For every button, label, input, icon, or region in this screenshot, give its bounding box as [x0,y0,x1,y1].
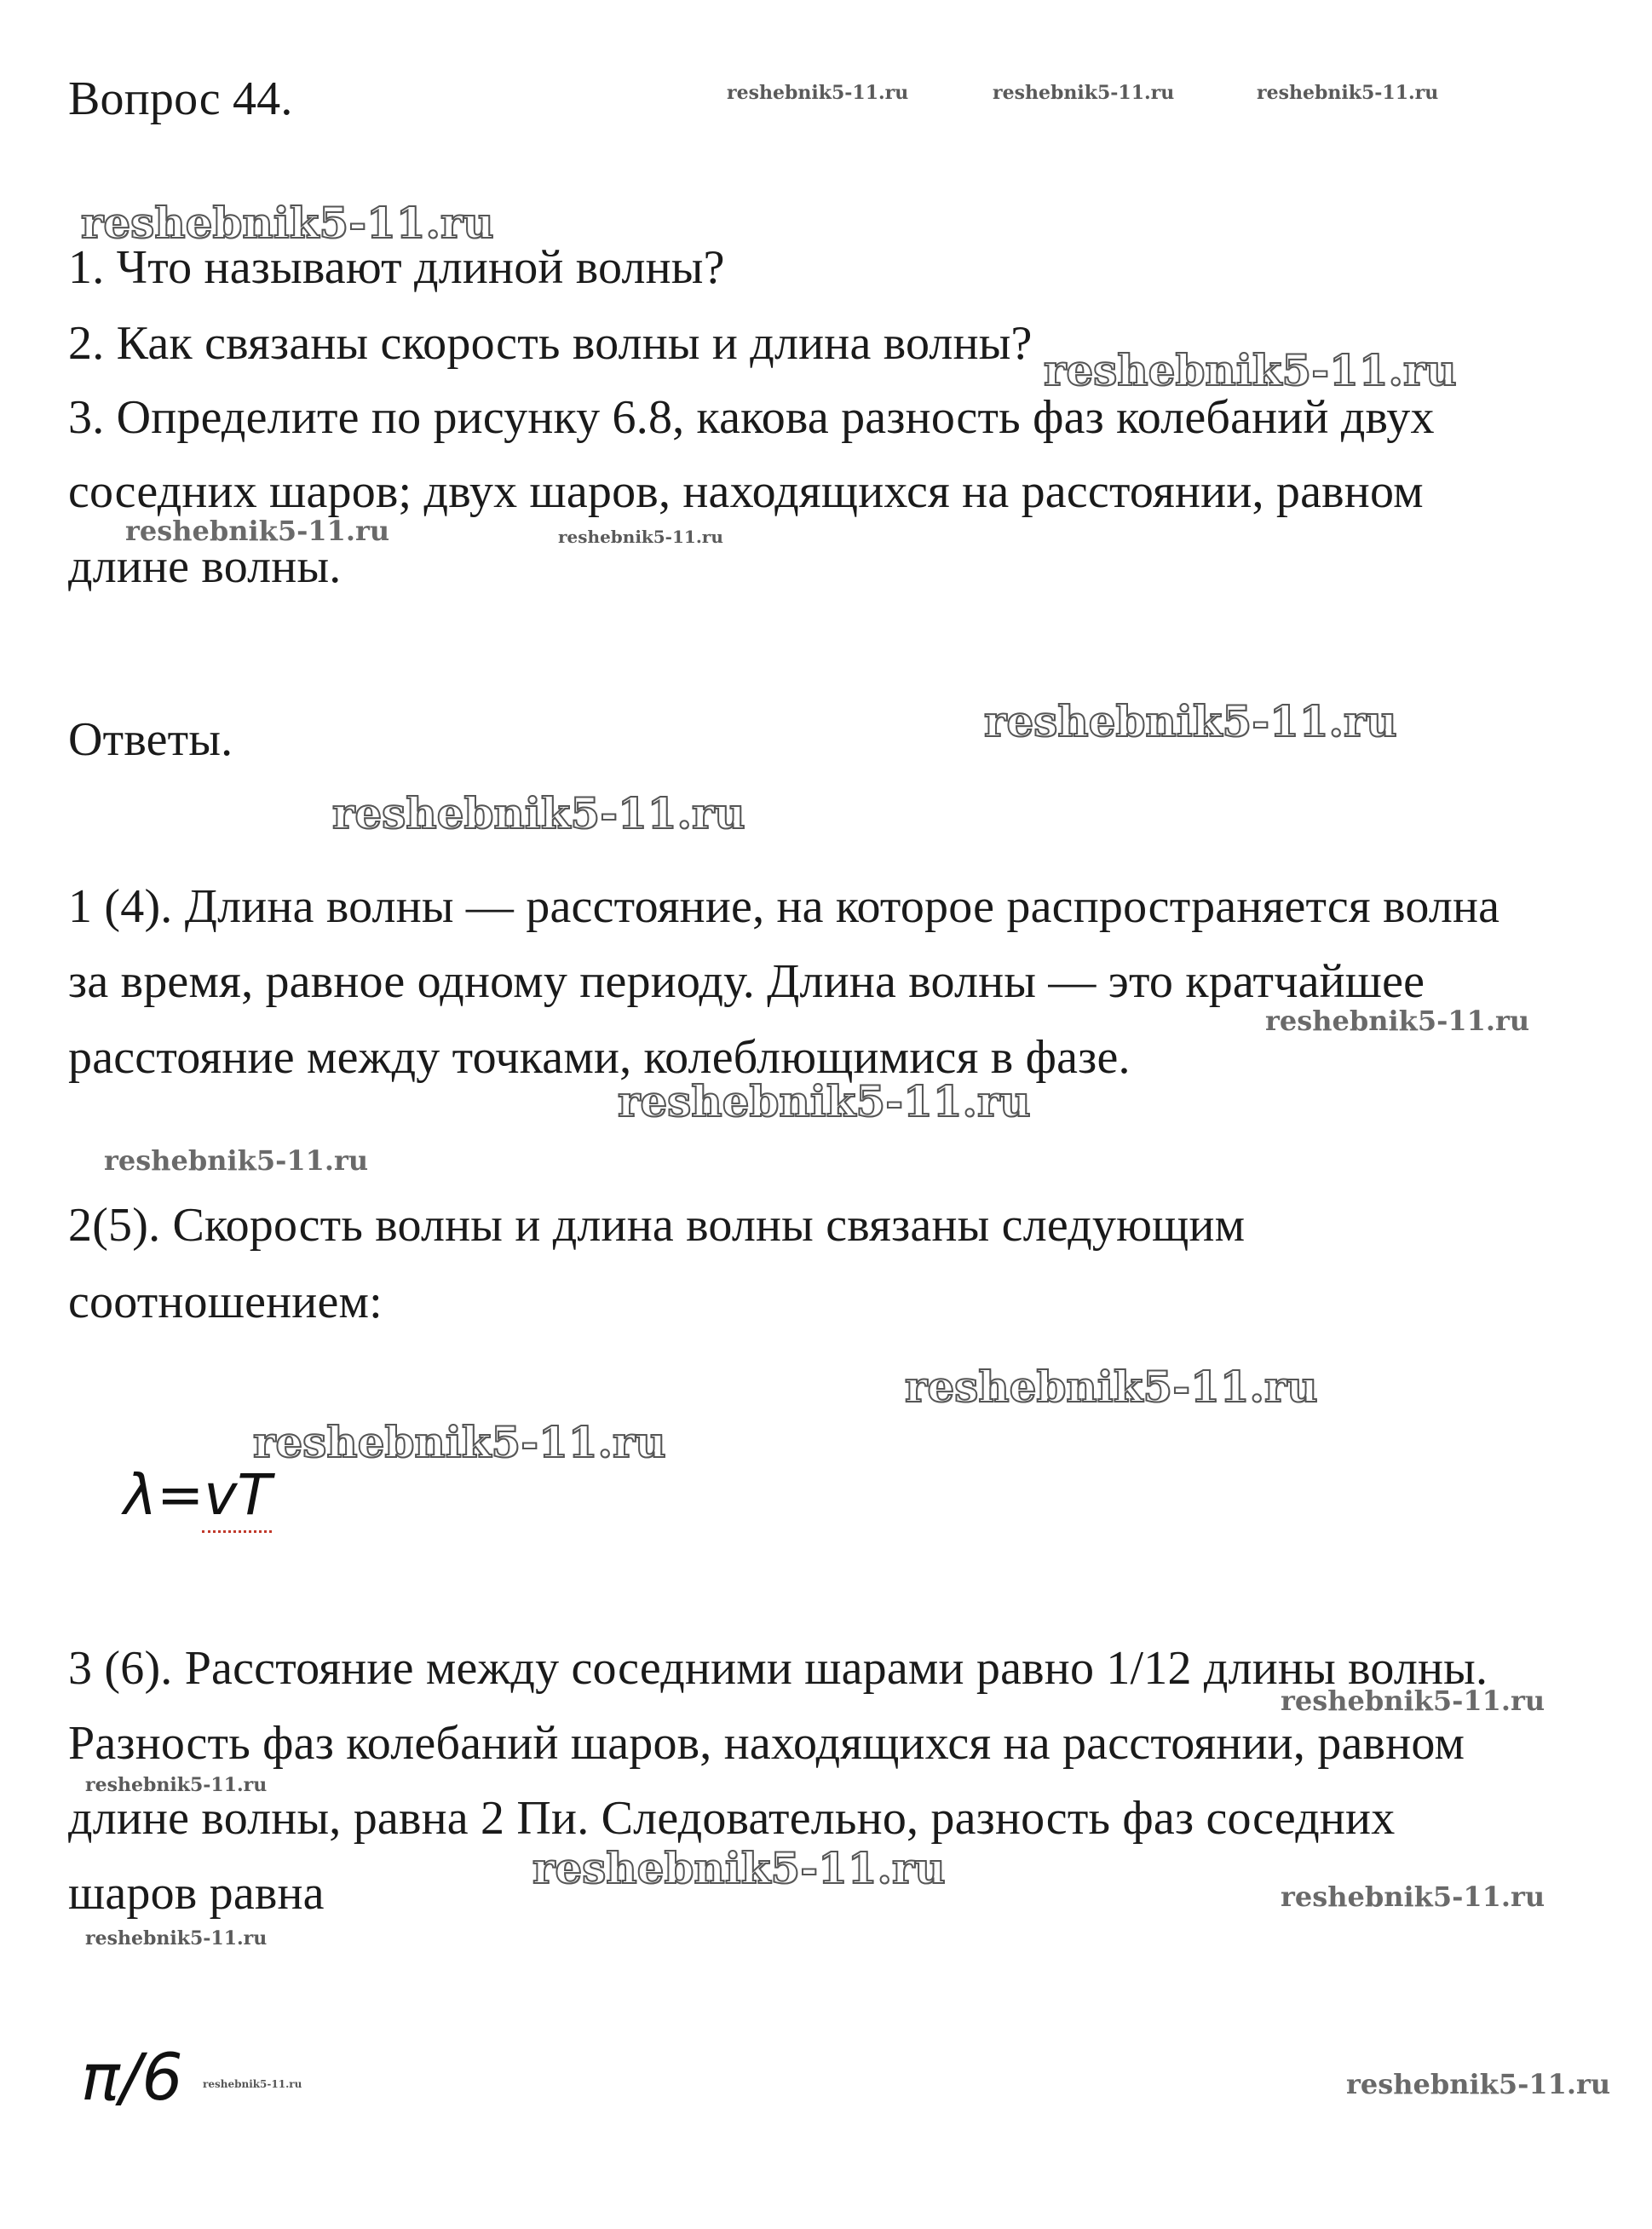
answer-3-line-4: шаров равна [68,1867,325,1920]
formula-phase-difference: π/6 [81,2039,183,2115]
answer-2-line-1: 2(5). Скорость волны и длина волны связаны следующим [68,1199,1246,1252]
answers-heading: Ответы. [68,713,233,766]
answer-1-line-3: расстояние между точками, колеблющимися в фазе. [68,1031,1131,1084]
watermark: reshebnik5-11.ru [618,1076,1031,1126]
watermark: reshebnik5-11.ru [1265,1005,1530,1037]
watermark: reshebnik5-11.ru [532,1843,946,1893]
watermark: reshebnik5-11.ru [993,82,1175,104]
watermark: reshebnik5-11.ru [104,1144,369,1177]
watermark: reshebnik5-11.ru [1281,1685,1546,1717]
watermark: reshebnik5-11.ru [332,788,745,838]
watermark: reshebnik5-11.ru [727,82,909,104]
watermark: reshebnik5-11.ru [558,527,723,547]
answer-3-line-2: Разность фаз колебаний шаров, находящихся на расстоянии, равном [68,1717,1465,1770]
question-3-line-1: 3. Определите по рисунку 6.8, какова разность фаз колебаний двух [68,391,1435,444]
watermark: reshebnik5-11.ru [253,1417,666,1467]
page-title: Вопрос 44. [68,72,293,125]
question-3-line-3: длине волны. [68,540,342,593]
answer-3-line-3: длине волны, равна 2 Пи. Следовательно, разность фаз соседних [68,1792,1396,1845]
spellcheck-underline [202,1530,272,1533]
watermark: reshebnik5-11.ru [81,198,494,248]
watermark: reshebnik5-11.ru [125,515,390,547]
answer-3-line-1: 3 (6). Расстояние между соседними шарами равно 1/12 длины волны. [68,1642,1488,1695]
question-3-line-2: соседних шаров; двух шаров, находящихся на расстоянии, равном [68,465,1424,518]
question-1: 1. Что называют длиной волны? [68,241,725,294]
watermark: reshebnik5-11.ru [1346,2068,1611,2100]
answer-1-line-1: 1 (4). Длина волны — расстояние, на которое распространяется волна [68,880,1500,933]
answer-1-line-2: за время, равное одному периоду. Длина волны — это кратчайшее [68,955,1425,1008]
watermark: reshebnik5-11.ru [1257,82,1439,104]
watermark: reshebnik5-11.ru [1281,1881,1546,1913]
watermark: reshebnik5-11.ru [85,1927,268,1950]
watermark: reshebnik5-11.ru [203,2078,302,2090]
watermark: reshebnik5-11.ru [85,1774,268,1796]
watermark: reshebnik5-11.ru [984,696,1397,746]
watermark: reshebnik5-11.ru [905,1362,1318,1412]
answer-2-line-2: соотношением: [68,1276,383,1328]
formula-wavelength: λ=vT [124,1462,272,1528]
watermark: reshebnik5-11.ru [1044,345,1457,395]
question-2: 2. Как связаны скорость волны и длина волны? [68,317,1033,370]
